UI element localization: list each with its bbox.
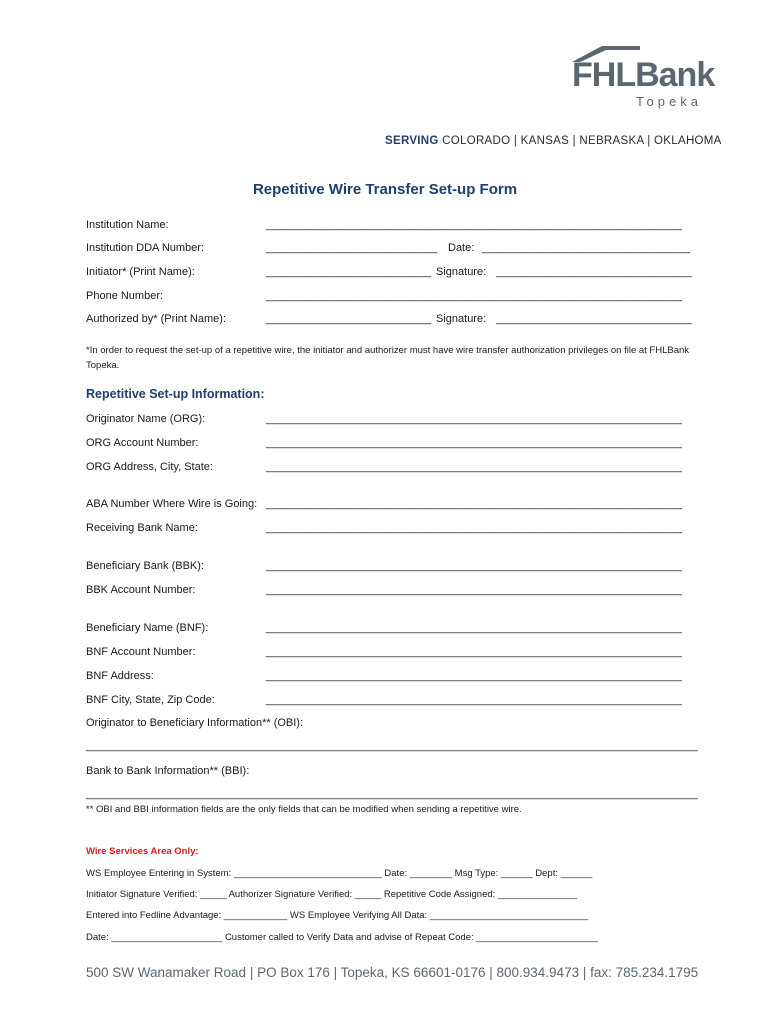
initiator-label: Initiator* (Print Name):	[86, 266, 195, 278]
bnf-account-label: BNF Account Number:	[86, 646, 196, 658]
institution-dda-field[interactable]: ____________________________	[266, 242, 438, 254]
wire-services-line-2: Initiator Signature Verified: _____ Authorizer Signature Verified: _____ Repetitive Code Assigned: _______________	[86, 889, 578, 900]
bnf-account-field[interactable]: ____________________________________________________________________	[266, 646, 683, 658]
institution-name-label: Institution Name:	[86, 219, 169, 231]
initiator-field[interactable]: ___________________________	[266, 266, 432, 278]
authorized-by-field[interactable]: ___________________________	[266, 313, 432, 325]
initiator-signature-label: Signature:	[436, 266, 487, 278]
bbk-account-field[interactable]: ____________________________________________________________________	[266, 584, 683, 596]
phone-label: Phone Number:	[86, 290, 164, 302]
phone-field[interactable]: ____________________________________________________________________	[266, 290, 683, 302]
authorizer-signature-label: Signature:	[436, 313, 487, 325]
receiving-bank-field[interactable]: ____________________________________________________________________	[266, 522, 683, 534]
bnf-name-label: Beneficiary Name (BNF):	[86, 622, 209, 634]
wire-services-line-3: Entered into Fedline Advantage: ____________ WS Employee Verifying All Data: ______________________________	[86, 910, 589, 921]
page-title: Repetitive Wire Transfer Set-up Form	[252, 181, 518, 198]
serving-label: SERVING	[385, 135, 439, 147]
obi-bbi-note: ** OBI and BBI information fields are the only fields that can be modified when sending a repetitive wire.	[86, 804, 522, 815]
org-address-label: ORG Address, City, State:	[86, 461, 213, 473]
footer-address: 500 SW Wanamaker Road | PO Box 176 | Topeka, KS 66601-0176 | 800.934.9473 | fax: 785.234.1795	[86, 965, 699, 980]
wire-services-title: Wire Services Area Only:	[86, 846, 199, 857]
bnf-address-field[interactable]: ____________________________________________________________________	[266, 670, 683, 682]
org-name-field[interactable]: ____________________________________________________________________	[266, 413, 683, 425]
org-account-field[interactable]: ____________________________________________________________________	[266, 437, 683, 449]
bnf-name-field[interactable]: ____________________________________________________________________	[266, 622, 683, 634]
obi-label: Originator to Beneficiary Information** (OBI):	[86, 717, 304, 729]
org-address-field[interactable]: ____________________________________________________________________	[266, 461, 683, 473]
serving-states-list: COLORADO | KANSAS | NEBRASKA | OKLAHOMA	[442, 135, 722, 147]
bbk-field[interactable]: ____________________________________________________________________	[266, 560, 683, 572]
date-label: Date:	[448, 242, 475, 254]
bnf-city-label: BNF City, State, Zip Code:	[86, 694, 215, 706]
bbk-label: Beneficiary Bank (BBK):	[86, 560, 204, 572]
authorization-note: *In order to request the set-up of a repetitive wire, the initiator and authorizer must have wire transfer authorization privileges on file at FHLBank Topeka.	[86, 345, 690, 371]
serving-states	[385, 135, 722, 147]
aba-number-label: ABA Number Where Wire is Going:	[86, 498, 258, 510]
bbi-label: Bank to Bank Information** (BBI):	[86, 765, 250, 777]
wire-services-line-4: Date: _____________________ Customer called to Verify Data and advise of Repeat Code: _______________________	[86, 932, 598, 943]
date-field[interactable]: __________________________________	[482, 242, 691, 254]
org-name-label: Originator Name (ORG):	[86, 413, 206, 425]
authorizer-signature-field[interactable]: ________________________________	[496, 313, 692, 325]
institution-dda-label: Institution DDA Number:	[86, 242, 204, 254]
receiving-bank-label: Receiving Bank Name:	[86, 522, 198, 534]
obi-field[interactable]: ____________________________________________________________________________________________________	[86, 740, 698, 752]
wire-services-line-1: WS Employee Entering in System: ____________________________ Date: ________ Msg Type: ______ Dept: ______	[86, 868, 593, 879]
logo-text: FHLBank	[572, 56, 715, 94]
institution-name-field[interactable]: ____________________________________________________________________	[266, 219, 683, 231]
logo-subtext: Topeka	[636, 94, 702, 109]
initiator-signature-field[interactable]: ________________________________	[496, 266, 692, 278]
org-account-label: ORG Account Number:	[86, 437, 199, 449]
bnf-address-label: BNF Address:	[86, 670, 154, 682]
bbk-account-label: BBK Account Number:	[86, 584, 196, 596]
bnf-city-field[interactable]: ____________________________________________________________________	[266, 694, 683, 706]
section-title: Repetitive Set-up Information:	[86, 387, 265, 401]
authorized-by-label: Authorized by* (Print Name):	[86, 313, 226, 325]
bbi-field[interactable]: ____________________________________________________________________________________________________	[86, 788, 698, 800]
aba-number-field[interactable]: ____________________________________________________________________	[266, 498, 683, 510]
